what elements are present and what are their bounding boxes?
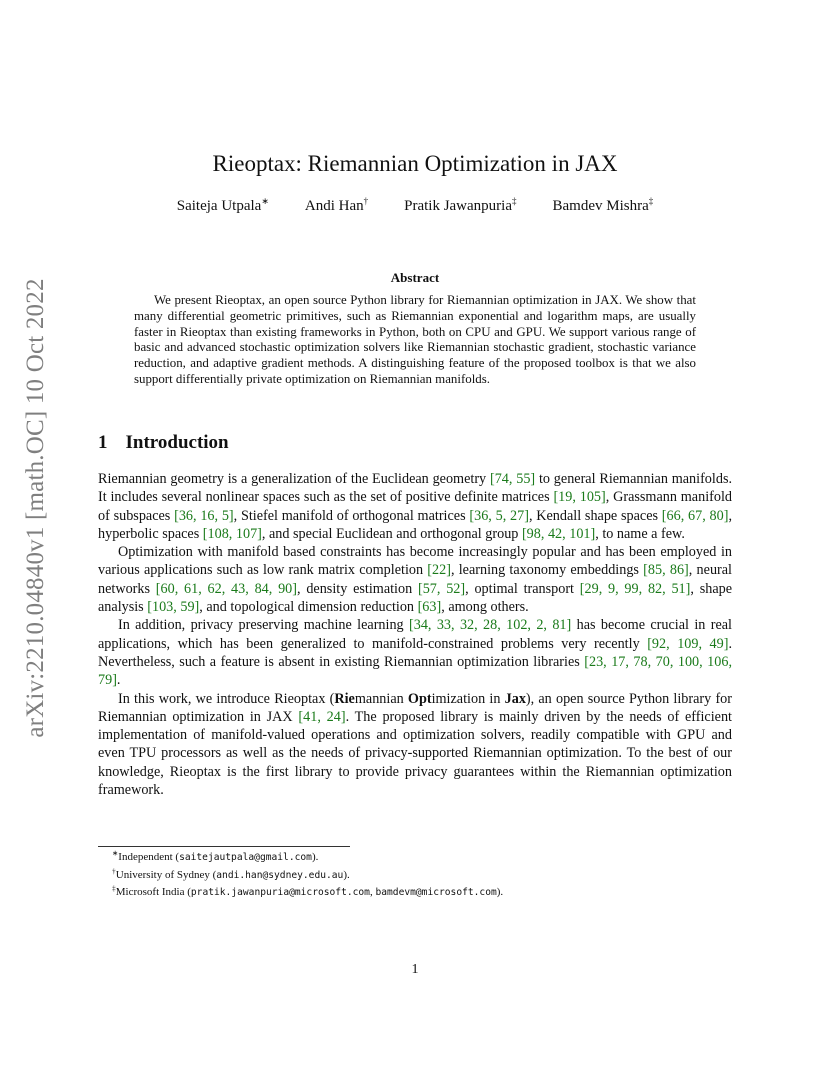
citation-link[interactable]: [19, 105] (553, 489, 606, 506)
section-number: 1 (98, 432, 108, 453)
email-link[interactable]: saitejautpala@gmail.com (179, 852, 312, 863)
paragraph-text: In this work, we introduce Rieoptax ( (118, 690, 335, 707)
paragraph (98, 616, 732, 689)
citation-link[interactable]: [36, 5, 27] (469, 507, 529, 524)
citation-link[interactable]: [34, 33, 32, 28, 102, 2, 81] (409, 617, 572, 634)
paragraph-text: . Nevertheless, such a feature is absent in existing Riemannian optimization libraries (98, 635, 733, 670)
author-mark: ∗ (261, 196, 269, 206)
citation-link[interactable]: [74, 55] (489, 471, 536, 487)
paragraph-text: Optimization with manifold based constraints has become increasingly popular and has been employed in various applications such as low rank matrix completion (98, 544, 732, 579)
paragraph (98, 690, 732, 800)
bold-text: Ja (504, 690, 519, 707)
paragraph (98, 470, 732, 543)
footnote-text: , (369, 886, 376, 898)
author (553, 198, 654, 215)
footnote-text: University of Sydney ( (115, 868, 217, 881)
arxiv-identifier[interactable]: arXiv:2210.04840v1 [math.OC] 10 Oct 2022 (22, 278, 49, 738)
introduction-body (98, 470, 732, 799)
email-link[interactable]: andi.han@sydney.edu.au (216, 869, 344, 881)
email-link[interactable]: bamdevm@microsoft.com (375, 887, 497, 898)
citation-link[interactable]: [63] (417, 599, 442, 616)
footnote-text: Microsoft India ( (115, 886, 191, 898)
paragraph-text: has become crucial in real applications, which has been generalized to manifold-constrained problems very recently (98, 617, 732, 652)
author (305, 198, 368, 215)
footnote-text: ). (343, 868, 350, 881)
author-name: Bamdev Mishra (552, 198, 649, 214)
paragraph-text: , Stiefel manifold of orthogonal matrices (233, 507, 470, 524)
paragraph-text: , Grassmann manifold of subspaces (98, 489, 732, 524)
paragraph-text: . The proposed library is mainly driven by the needs of efficient implementation of manifold-valued operations and optimization solvers, readily compatible with GPU and even TPU processors as well as the needs of privacy-supported Riemannian optimization. To the best of our knowledge, Rieoptax is the first library to provide privacy guarantees within the Riemannian optimization framework. (98, 708, 732, 799)
citation-link[interactable]: [98, 42, 101] (521, 525, 596, 542)
footnote-text: ). (311, 851, 319, 863)
paragraph-text: Riemannian geometry is a generalization of the Euclidean geometry (98, 471, 490, 487)
author-mark: ‡ (512, 196, 517, 206)
citation-link[interactable]: [108, 107] (202, 525, 262, 542)
bold-text: Opt (407, 690, 432, 707)
author-name: Pratik Jawanpuria (404, 198, 512, 214)
footnote-mark: ∗ (112, 848, 119, 858)
footnote-text: Independent ( (118, 851, 180, 863)
paragraph-text: to general Riemannian manifolds. It includes several nonlinear spaces such as the set of positive definite matrices (98, 471, 733, 506)
paragraph-text: , shape analysis (98, 580, 733, 616)
footnote (98, 867, 738, 885)
citation-link[interactable]: [85, 86] (643, 562, 689, 579)
paragraph-text: , neural networks (98, 562, 733, 597)
footnote-mark: † (112, 865, 116, 875)
citation-link[interactable]: [60, 61, 62, 43, 84, 90] (155, 580, 297, 597)
bold-text: Rie (334, 690, 355, 707)
footnote-mark: ‡ (112, 883, 116, 893)
author-mark: † (363, 196, 369, 206)
citation-link[interactable]: [103, 59] (147, 599, 200, 616)
footnote-divider (98, 846, 350, 847)
citation-link[interactable]: [66, 67, 80] (661, 507, 729, 524)
author-mark: ‡ (648, 196, 654, 206)
author (177, 198, 269, 215)
paragraph-text: , learning taxonomy embeddings (450, 562, 644, 579)
paragraph-text: mannian (354, 690, 408, 707)
citation-link[interactable]: [92, 109, 49] (647, 635, 729, 652)
citation-link[interactable]: [22] (427, 562, 451, 579)
section-heading (98, 432, 229, 454)
paragraph-text: , and special Euclidean and orthogonal group (261, 525, 522, 542)
footnotes (98, 849, 738, 902)
citation-link[interactable]: [36, 16, 5] (174, 507, 234, 524)
arxiv-sidebar (16, 268, 56, 748)
abstract-text: We present Rieoptax, an open source Python library for Riemannian optimization in JAX. We show that many differential geometric primitives, such as Riemannian exponential and logarithm maps, are usually faster in Rieoptax than existing frameworks in Python, both on CPU and GPU. We support various range of basic and advanced stochastic optimization solvers like Riemannian stochastic gradient, stochastic variance reduction, and adaptive gradient methods. A distinguishing feature of the proposed toolbox is that we also support differentially private optimization on Riemannian manifolds. (134, 293, 696, 386)
author-list (98, 198, 732, 215)
section-title: Introduction (125, 432, 229, 453)
paragraph (98, 543, 732, 616)
paragraph-text: ), an open source Python library for Riemannian optimization in JAX (98, 690, 732, 725)
citation-link[interactable]: [29, 9, 99, 82, 51] (579, 580, 691, 597)
footnote (98, 884, 738, 902)
paragraph-text: , among others. (441, 599, 529, 616)
citation-link[interactable]: [57, 52] (417, 580, 466, 597)
citation-link[interactable]: [41, 24] (298, 708, 346, 725)
email-link[interactable]: pratik.jawanpuria@microsoft.com (190, 887, 370, 898)
paragraph-text: , optimal transport (465, 580, 580, 597)
paragraph-text: imization in (431, 690, 505, 707)
paragraph-text: , to name a few. (595, 525, 685, 542)
author-name: Andi Han (304, 198, 364, 214)
paragraph-text: , and topological dimension reduction (199, 599, 418, 616)
citation-link[interactable]: [23, 17, 78, 70, 100, 106, 79] (98, 653, 732, 689)
abstract-heading: Abstract (390, 270, 440, 285)
paragraph-text: In addition, privacy preserving machine learning (118, 617, 410, 634)
paper-title: Rieoptax: Riemannian Optimization in JAX (212, 151, 618, 176)
footnote (98, 849, 738, 867)
author-name: Saiteja Utpala (176, 198, 262, 214)
page-number: 1 (411, 962, 419, 977)
footnote-text: ). (496, 886, 504, 898)
bold-text: x (518, 690, 526, 707)
paragraph-text: . (116, 672, 121, 689)
author (404, 198, 516, 215)
paragraph-text: , density estimation (297, 580, 418, 597)
paragraph-text: , Kendall shape spaces (528, 507, 662, 524)
paragraph-text: , hyperbolic spaces (98, 507, 732, 542)
